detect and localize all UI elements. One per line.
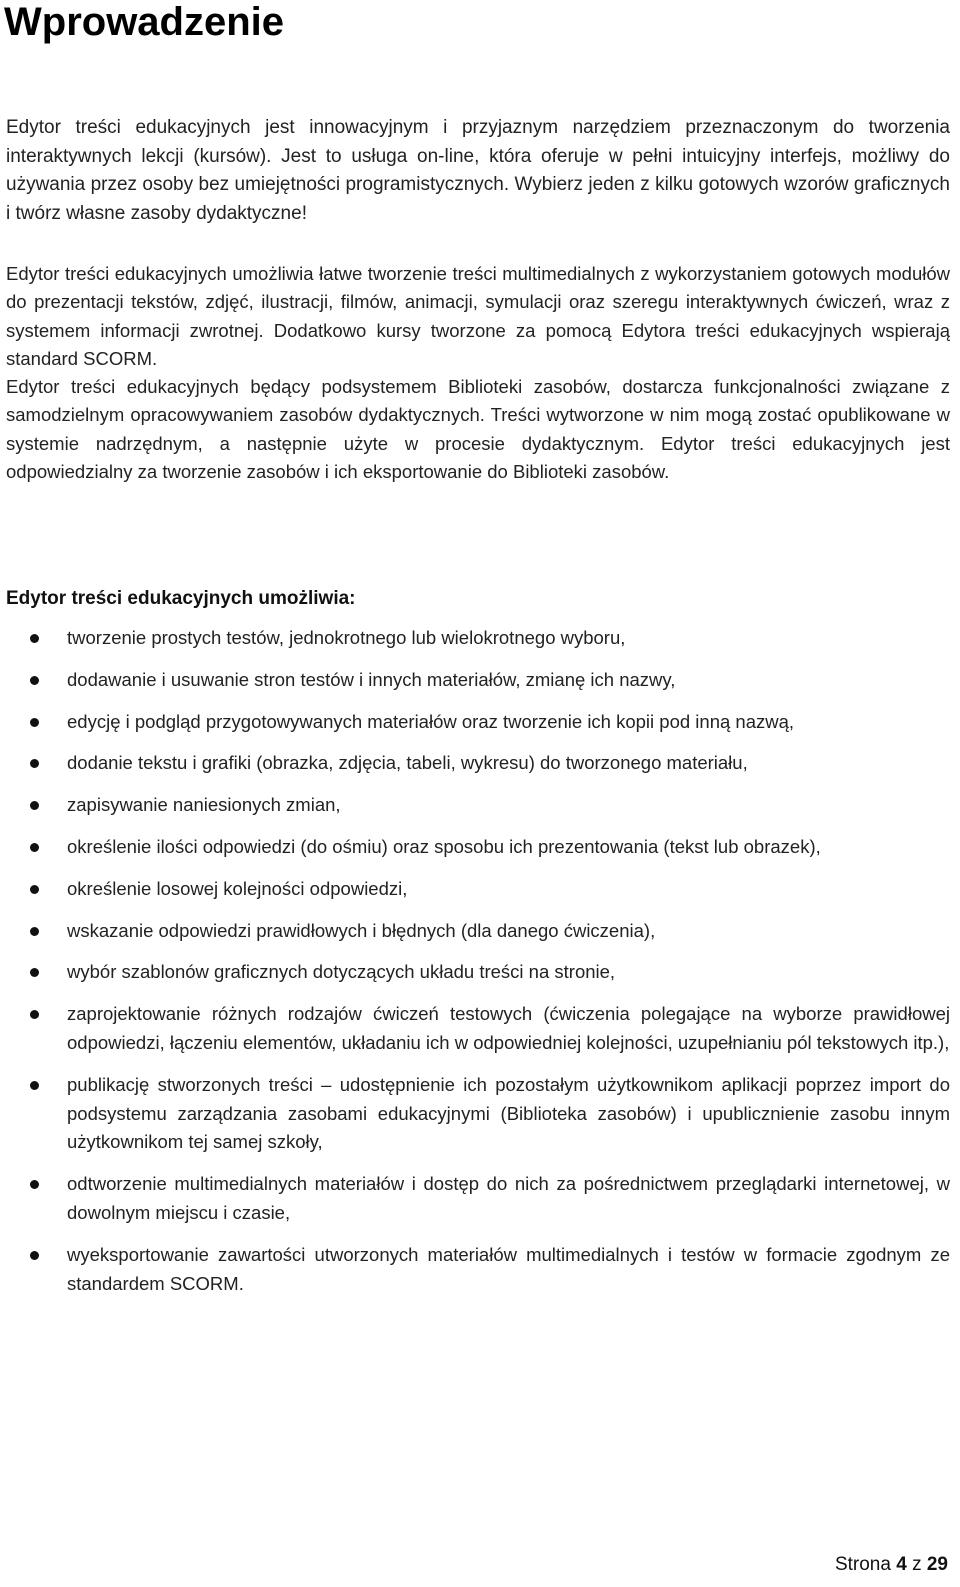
list-item	[0, 1071, 950, 1157]
list-item	[0, 833, 950, 862]
list-item	[0, 917, 950, 946]
intro-paragraph: Edytor treści edukacyjnych jest innowacyjnym i przyjaznym narzędziem przeznaczonym do tworzenia interaktywnych lekcji (kursów). Jest to usługa on-line, która oferuje w pełni intuicyjny interfejs, możliwy do używania przez osoby bez umiejętności programistycznych. Wybierz jeden z kilku gotowych wzorów graficznych i twórz własne zasoby dydaktyczne!	[6, 117, 950, 224]
bullet-icon	[30, 968, 39, 977]
bullet-icon	[30, 885, 39, 894]
body-paragraph: Edytor treści edukacyjnych będący podsystemem Biblioteki zasobów, dostarcza funkcjonalności związane z samodzielnym opracowywaniem zasobów dydaktycznych. Treści wytworzone w nim mogą zostać opublikowane w systemie nadrzędnym, a następnie użyte w procesie dydaktycznym. Edytor treści edukacyjnych jest odpowiedzialny za tworzenie zasobów i ich eksportowanie do Biblioteki zasobów.	[6, 376, 950, 483]
list-item	[0, 1241, 950, 1299]
list-item-text: wskazanie odpowiedzi prawidłowych i błędnych (dla danego ćwiczenia),	[67, 919, 656, 941]
page-prefix: Strona	[834, 1554, 891, 1575]
list-item-text: określenie ilości odpowiedzi (do ośmiu) oraz sposobu ich prezentowania (tekst lub obrazek),	[67, 835, 821, 857]
list-item-text: dodanie tekstu i grafiki (obrazka, zdjęcia, tabeli, wykresu) do tworzonego materiału,	[67, 752, 748, 774]
total-pages-number: 29	[926, 1554, 948, 1575]
list-item	[0, 791, 950, 820]
list-item	[0, 666, 950, 695]
bullet-icon	[30, 1010, 39, 1019]
list-item	[0, 708, 950, 737]
list-item-text: wybór szablonów graficznych dotyczących układu treści na stronie,	[67, 961, 616, 983]
list-item-text: wyeksportowanie zawartości utworzonych materiałów multimedialnych i testów w formacie zgodnym ze standardem SCORM.	[67, 1243, 950, 1294]
bullet-icon	[30, 718, 39, 727]
bullet-icon	[30, 801, 39, 810]
list-item-text: zapisywanie naniesionych zmian,	[67, 794, 341, 816]
list-item-text: publikację stworzonych treści – udostępnienie ich pozostałym użytkownikom aplikacji poprzez import do podsystemu zarządzania zasobami edukacyjnymi (Biblioteka zasobów) i upublicznienie zasobu innym użytkownikom tej samej szkoły,	[67, 1073, 950, 1153]
page-separator: z	[912, 1554, 922, 1575]
list-item-text: zaprojektowanie różnych rodzajów ćwiczeń testowych (ćwiczenia polegające na wyborze prawidłowej odpowiedzi, łączeniu elementów, układaniu ich w odpowiedniej kolejności, uzupełnianiu pól tekstowych itp.),	[67, 1003, 950, 1053]
list-item-text: edycję i podgląd przygotowywanych materiałów oraz tworzenie ich kopii pod inną nazwą,	[67, 710, 795, 732]
list-item-text: dodawanie i usuwanie stron testów i innych materiałów, zmianę ich nazwy,	[67, 668, 676, 690]
list-item-text: odtworzenie multimedialnych materiałów i dostęp do nich za pośrednictwem przeglądarki internetowej, w dowolnym miejscu i czasie,	[67, 1173, 950, 1223]
bullet-icon	[30, 676, 39, 685]
body-text	[6, 260, 950, 486]
features-list	[0, 624, 950, 1311]
current-page-number: 4	[896, 1554, 907, 1575]
body-paragraph: Edytor treści edukacyjnych umożliwia łatwe tworzenie treści multimedialnych z wykorzystaniem gotowych modułów do prezentacji tekstów, zdjęć, ilustracji, filmów, animacji, symulacji oraz szeregu interaktywnych ćwiczeń, wraz z systemem informacji zwrotnej. Dodatkowo kursy tworzone za pomocą Edytora treści edukacyjnych wspierają standard SCORM.	[6, 263, 950, 369]
list-item	[0, 624, 950, 653]
page-number-footer	[835, 1552, 948, 1578]
list-item	[0, 875, 950, 904]
list-item-text: tworzenie prostych testów, jednokrotnego lub wielokrotnego wyboru,	[67, 627, 626, 648]
list-item	[0, 1000, 950, 1058]
features-heading: Edytor treści edukacyjnych umożliwia:	[6, 588, 356, 609]
list-item	[0, 958, 950, 987]
list-item-text: określenie losowej kolejności odpowiedzi,	[67, 877, 408, 899]
page-title: Wprowadzenie	[4, 0, 285, 44]
bullet-icon	[30, 927, 39, 936]
bullet-icon	[30, 634, 39, 643]
list-item	[0, 1170, 950, 1228]
list-item	[0, 749, 950, 778]
bullet-icon	[30, 1081, 39, 1090]
bullet-icon	[30, 1251, 39, 1260]
bullet-icon	[30, 843, 39, 852]
bullet-icon	[30, 759, 39, 768]
bullet-icon	[30, 1180, 39, 1189]
